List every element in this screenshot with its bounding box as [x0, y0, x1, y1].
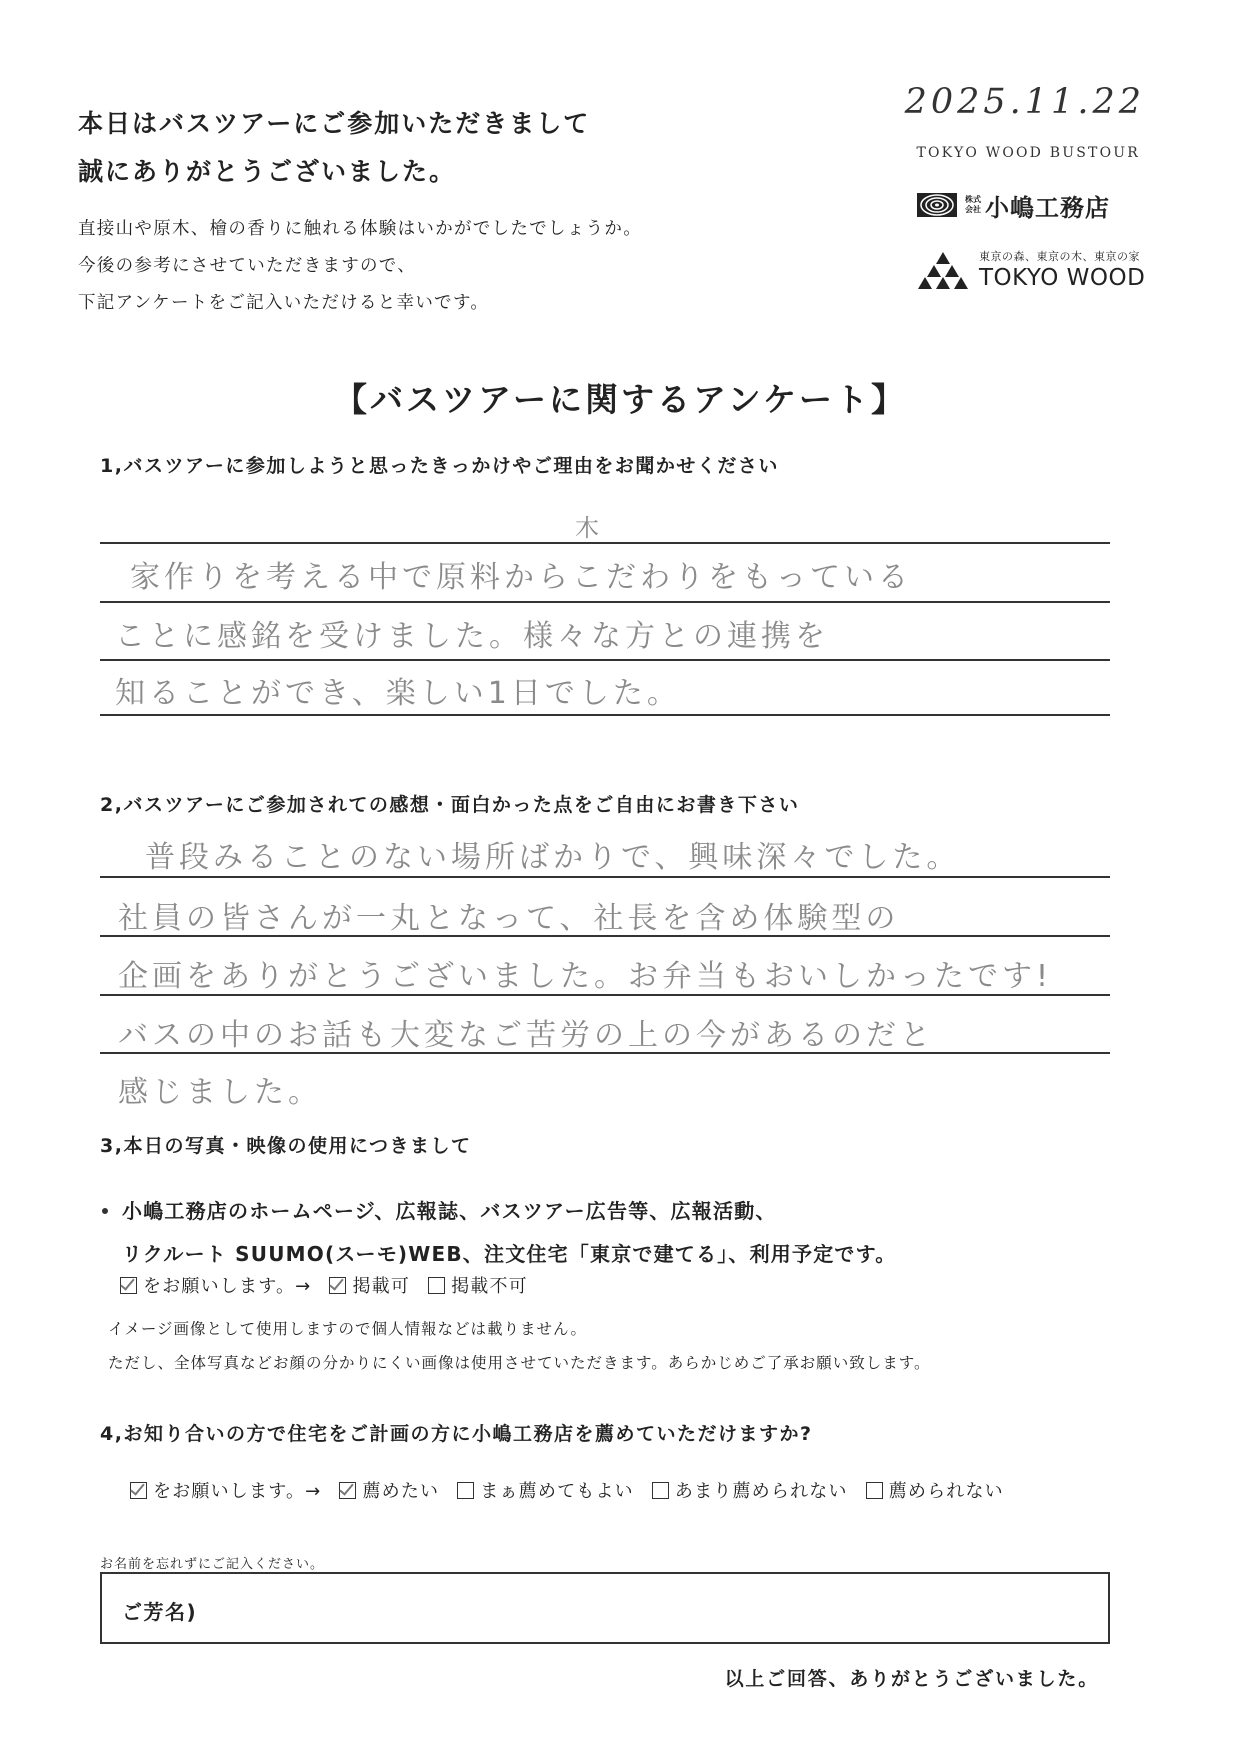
question-4: 4,お知り合いの方で住宅をご計画の方に小嶋工務店を薦めていただけますか?	[100, 1423, 813, 1445]
company-name: 小嶋工務店	[985, 193, 1110, 222]
option-maybe-recommend-label: まぁ薦めてもよい	[480, 1481, 634, 1502]
photo-usage-notes	[108, 1312, 931, 1380]
q2-answer-line-1: 普段みることのない場所ばかりで、興味深々でした。	[145, 840, 961, 875]
brand-tagline: 東京の森、東京の木、東京の家	[979, 250, 1140, 263]
survey-title: 【バスツアーに関するアンケート】	[333, 380, 908, 419]
name-input-box[interactable]	[100, 1572, 1110, 1644]
q4-options	[130, 1477, 1004, 1503]
request-checkbox-checked[interactable]	[120, 1277, 137, 1294]
photo-usage-line-1: 小嶋工務店のホームページ、広報誌、バスツアー広告等、広報活動、	[100, 1190, 896, 1233]
question-1: 1,バスツアーに参加しようと思ったきっかけやご理由をお聞かせください	[100, 455, 779, 477]
option-rarely-recommend-checkbox[interactable]	[652, 1482, 669, 1499]
option-publish-ok-label: 掲載可	[352, 1276, 411, 1297]
tokyo-wood-logo	[917, 248, 1145, 292]
q2-answer-line-3: 企画をありがとうございました。お弁当もおいしかったです!	[118, 959, 1053, 994]
q2-answer-line-5: 感じました。	[118, 1075, 322, 1110]
wood-rings-logo-icon	[917, 192, 957, 218]
option-not-recommend-label: 薦められない	[888, 1481, 1004, 1502]
bullet-dot	[102, 1208, 108, 1214]
request-label: をお願いします。→	[143, 1276, 312, 1297]
q2-answer-line-4: バスの中のお話も大変なご苦労の上の今があるのだと	[118, 1018, 934, 1053]
q1-answer-line-2: ことに感銘を受けました。様々な方との連携を	[115, 619, 829, 654]
option-recommend-label: 薦めたい	[362, 1481, 440, 1502]
note-line-1: イメージ画像として使用しますので個人情報などは載りません。	[108, 1320, 587, 1338]
q3-options	[120, 1272, 528, 1298]
intro-line-1: 直接山や原木、檜の香りに触れる体験はいかがでしたでしょうか。	[78, 219, 642, 239]
closing-thanks: 以上ご回答、ありがとうございました。	[724, 1668, 1099, 1690]
option-publish-ng-checkbox[interactable]	[428, 1277, 445, 1294]
answer-insert-mark: 木	[575, 514, 603, 542]
question-3: 3,本日の写真・映像の使用につきまして	[100, 1135, 472, 1157]
q1-answer-line-1: 家作りを考える中で原料からこだわりをもっている	[130, 560, 912, 595]
name-label: ご芳名)	[122, 1600, 198, 1624]
greeting	[78, 100, 590, 196]
option-rarely-recommend-label: あまり薦められない	[674, 1481, 848, 1502]
tour-subtitle: TOKYO WOOD BUSTOUR	[916, 145, 1140, 161]
intro-text	[78, 211, 642, 322]
note-line-2: ただし、全体写真などお顔の分かりにくい画像は使用させていただきます。あらかじめご了承お願い致します。	[108, 1354, 931, 1372]
answer-rule	[100, 714, 1110, 716]
option-publish-ng-label: 掲載不可	[451, 1276, 528, 1297]
tour-date: 2025.11.22	[904, 82, 1145, 122]
tokyo-wood-triangles-icon	[917, 250, 969, 290]
option-maybe-recommend-checkbox[interactable]	[457, 1482, 474, 1499]
option-publish-ok-checkbox[interactable]	[329, 1277, 346, 1294]
intro-line-3: 下記アンケートをご記入いただけると幸いです。	[78, 293, 490, 313]
q1-answer-line-3: 知ることができ、楽しい1日でした。	[115, 676, 681, 711]
photo-usage-list	[100, 1190, 896, 1276]
answer-rule	[100, 659, 1110, 661]
corp-prefix: 株式 会社	[965, 195, 981, 214]
q2-answer-line-2: 社員の皆さんが一丸となって、社長を含め体験型の	[118, 901, 900, 936]
brand-name: TOKYO WOOD	[979, 265, 1146, 291]
intro-line-2: 今後の参考にさせていただきますので、	[78, 256, 417, 276]
answer-rule	[100, 876, 1110, 878]
option-not-recommend-checkbox[interactable]	[866, 1482, 883, 1499]
option-recommend-checkbox[interactable]	[339, 1482, 356, 1499]
request-label: をお願いします。→	[153, 1481, 322, 1502]
greeting-line-2: 誠にありがとうございました。	[78, 157, 457, 186]
answer-rule	[100, 601, 1110, 603]
name-hint: お名前を忘れずにご記入ください。	[100, 1557, 325, 1572]
greeting-line-1: 本日はバスツアーにご参加いただきまして	[78, 109, 591, 138]
question-2: 2,バスツアーにご参加されての感想・面白かった点をご自由にお書き下さい	[100, 794, 800, 816]
request-checkbox-checked[interactable]	[130, 1482, 147, 1499]
photo-usage-line-2: リクルート SUUMO(スーモ)WEB、注文住宅「東京で建てる」、利用予定です。	[122, 1242, 897, 1266]
answer-rule	[100, 542, 1110, 544]
company-logo	[917, 188, 1110, 222]
